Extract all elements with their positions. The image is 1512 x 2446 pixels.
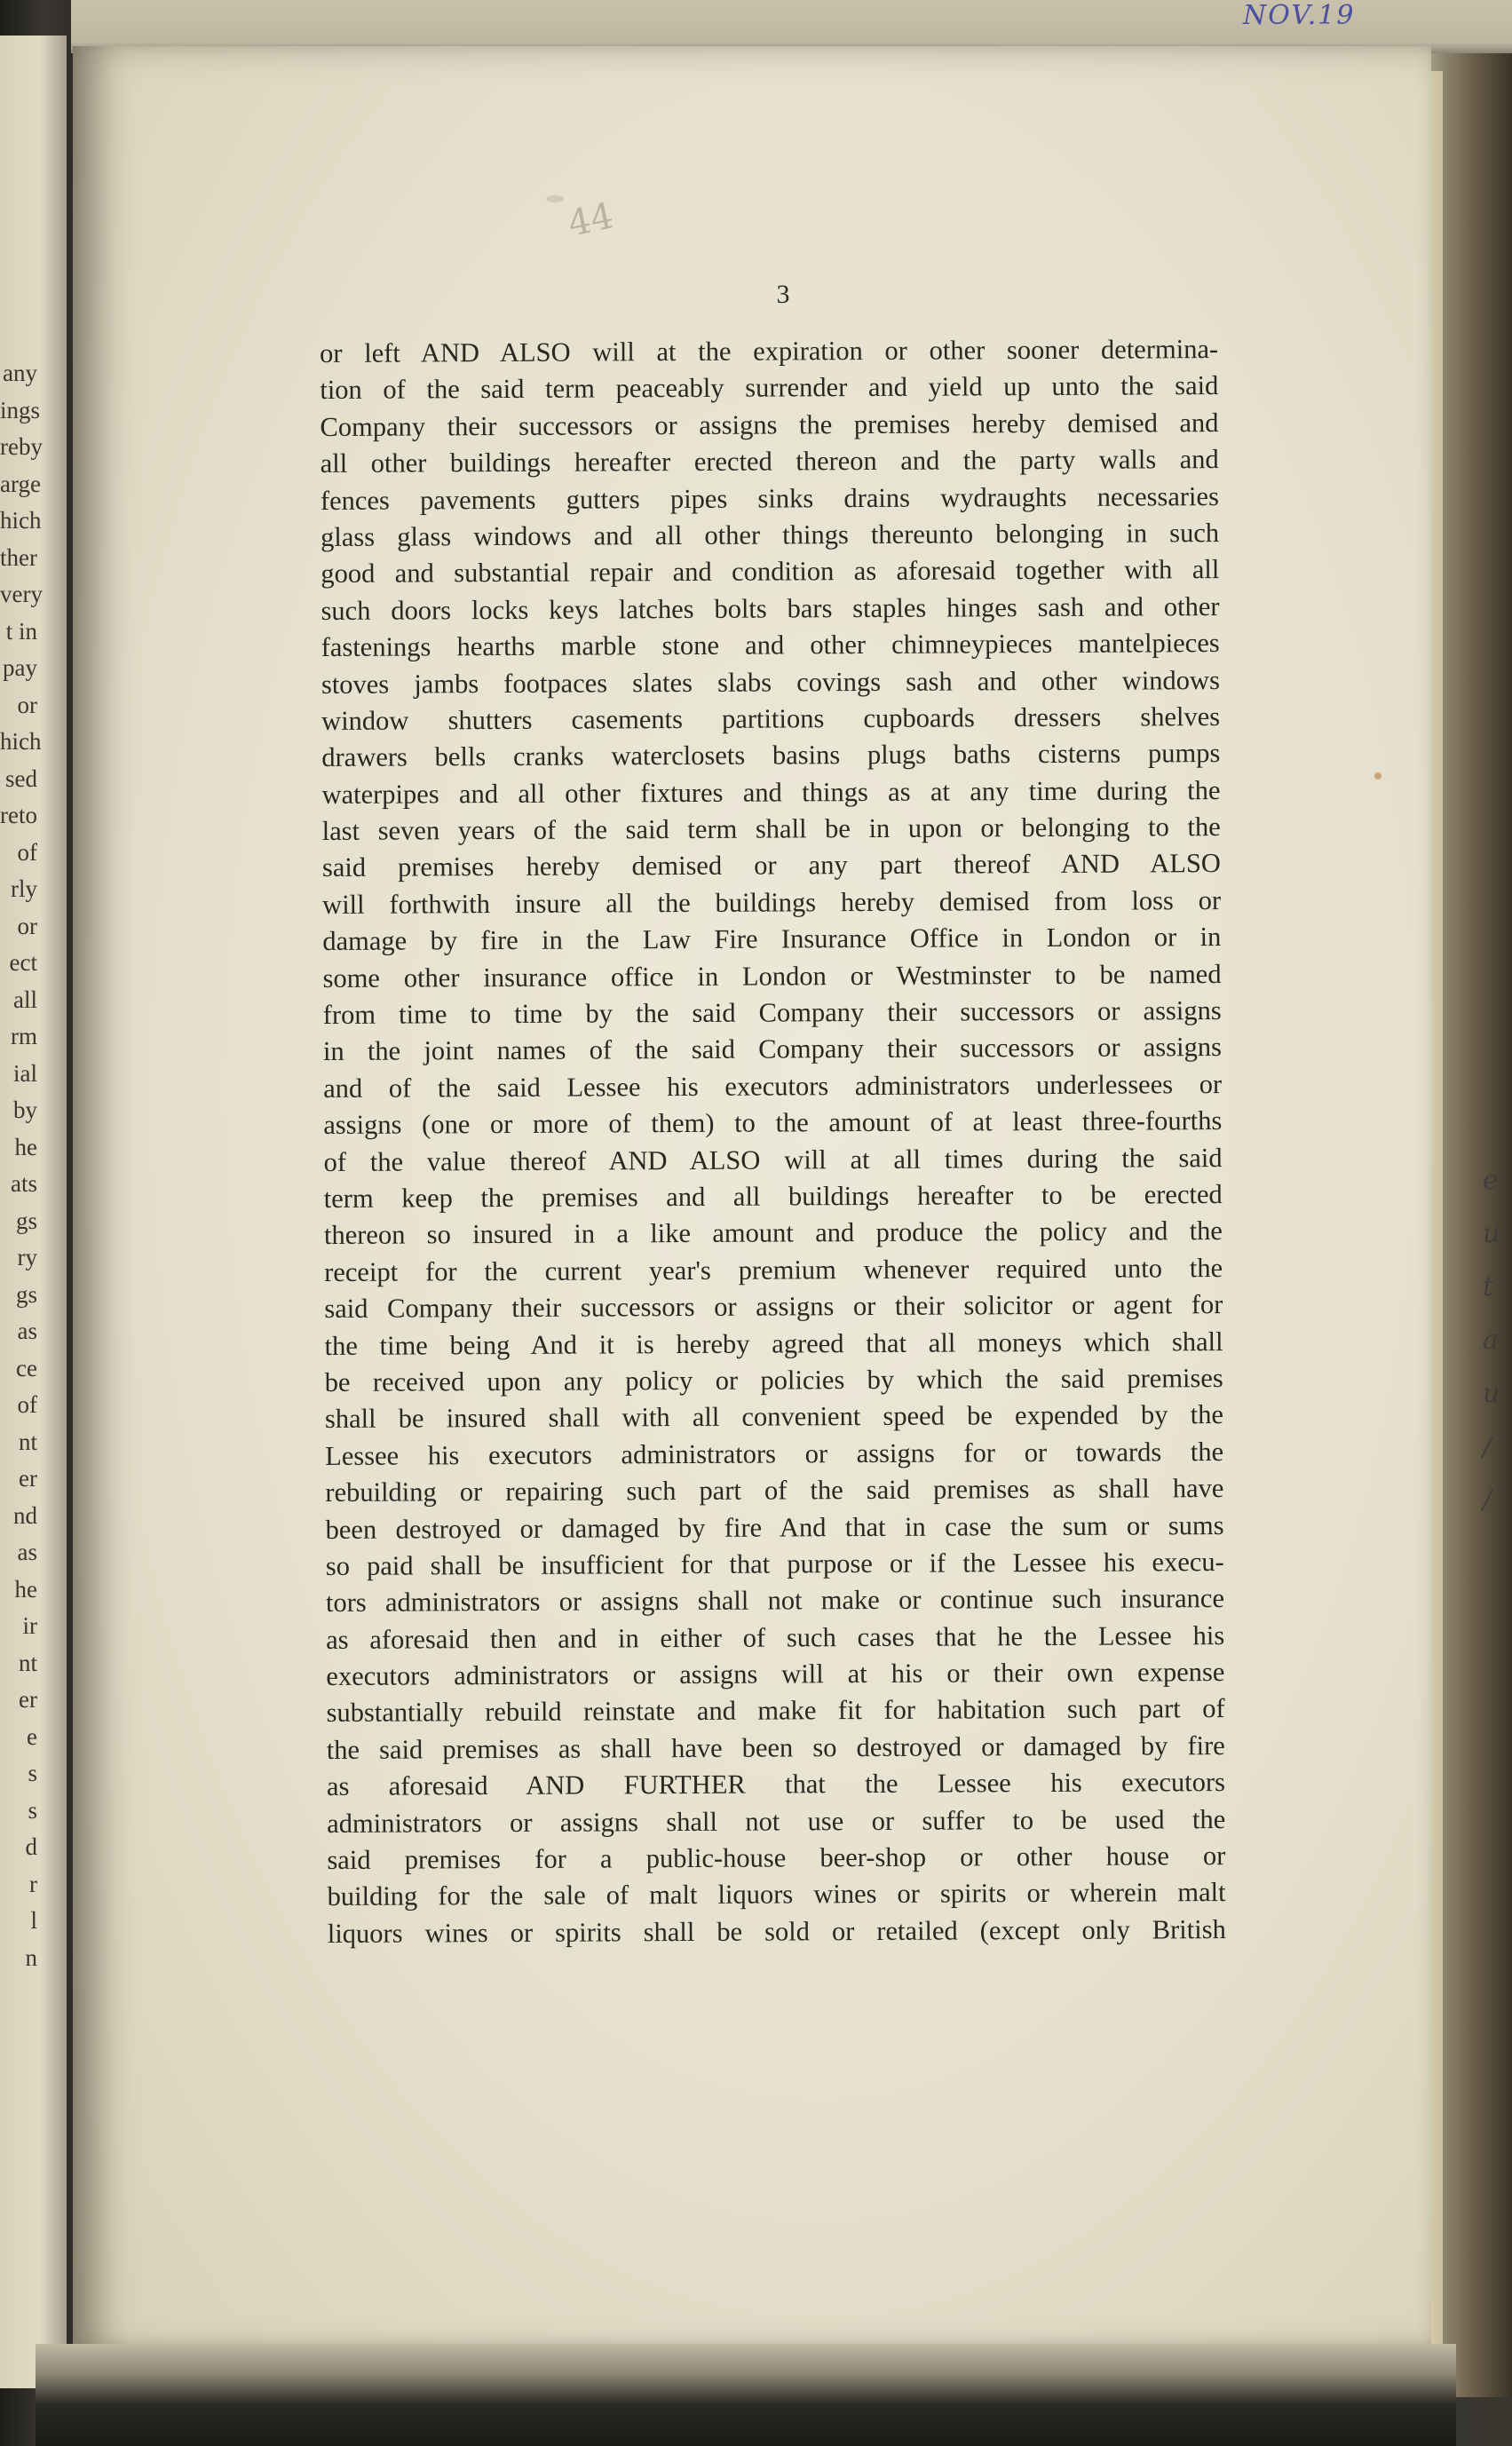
- text-line: good and substantial repair and condition as aforesaid together with all: [321, 554, 1220, 590]
- text-line: such doors locks keys latches bolts bars staples hinges sash and other: [321, 590, 1220, 626]
- text-line: or left AND ALSO will at the expiration or other sooner determina-: [320, 334, 1219, 368]
- text-line: as aforesaid then and in either of such cases that he the Lessee his: [326, 1619, 1225, 1655]
- handwritten-mark: /: [1483, 1484, 1492, 1516]
- handwritten-marks: [1483, 1154, 1512, 1616]
- text-line: all other buildings hereafter erected thereon and the party walls and: [320, 444, 1219, 479]
- previous-page-fragment: nd: [13, 1501, 37, 1529]
- previous-page-fragment: all: [13, 986, 37, 1013]
- text-line: Company their successors or assigns the premises hereby demised and: [320, 407, 1219, 442]
- previous-page-fragment: ce: [16, 1354, 37, 1381]
- previous-page-fragment: ry: [17, 1244, 37, 1270]
- text-line: fastenings hearths marble stone and other chimneypieces mantelpieces: [321, 628, 1220, 663]
- previous-page-edge: [0, 36, 67, 2388]
- text-line: some other insurance office in London or Westminster to be named: [322, 958, 1222, 993]
- handwritten-mark: a: [1483, 1325, 1499, 1356]
- previous-page-fragment: of: [17, 838, 37, 866]
- text-line: administrators or assigns shall not use or suffer to be used the: [327, 1803, 1226, 1839]
- previous-page-fragment: l: [30, 1907, 37, 1934]
- previous-page-fragment: rm: [11, 1023, 37, 1049]
- handwritten-mark: t: [1483, 1271, 1494, 1302]
- previous-page-fragment: gs: [15, 1207, 37, 1234]
- previous-page-fragment: er: [19, 1465, 37, 1492]
- text-line: tors administrators or assigns shall not make or continue such insurance: [325, 1583, 1225, 1619]
- text-line: said premises hereby demised or any part thereof AND ALSO: [321, 848, 1222, 883]
- document-body-text: [320, 331, 1226, 1952]
- text-line: Lessee his executors administrators or assigns for or towards the: [325, 1436, 1224, 1471]
- text-line: and of the said Lessee his executors administrators underlessees or: [323, 1068, 1223, 1104]
- previous-page-fragment: sed: [5, 764, 37, 792]
- text-line: fences pavements gutters pipes sinks drains wydraughts necessaries: [320, 480, 1219, 516]
- text-line: the time being And it is hereby agreed that all moneys which shall: [324, 1326, 1223, 1361]
- text-line: building for the sale of malt liquors wines or spirits or wherein malt: [327, 1877, 1226, 1912]
- text-line: rebuilding or repairing such part of the said premises as shall have: [325, 1473, 1224, 1508]
- text-line: as aforesaid AND FURTHER that the Lessee his executors: [326, 1767, 1226, 1802]
- text-line: tion of the said term peaceably surrender and yield up unto the said: [320, 370, 1219, 406]
- previous-page-fragment: rly: [11, 875, 37, 902]
- previous-page-fragment: hich: [0, 507, 42, 534]
- previous-page-fragment: s: [28, 1760, 37, 1786]
- previous-page-fragment: nt: [18, 1649, 37, 1676]
- previous-page-fragment: or: [17, 691, 37, 718]
- text-line: liquors wines or spirits shall be sold or retailed (except only British: [327, 1913, 1226, 1949]
- previous-page-fragment: ial: [13, 1059, 37, 1087]
- text-line: term keep the premises and all buildings hereafter to be erected: [323, 1179, 1223, 1214]
- handwritten-mark: e: [1483, 1165, 1499, 1196]
- page-smudge: [546, 195, 564, 202]
- previous-page-fragment: ings: [0, 396, 41, 423]
- text-line: from time to time by the said Company their successors or assigns: [322, 995, 1222, 1031]
- text-line: thereon so insured in a like amount and produce the policy and the: [323, 1215, 1223, 1251]
- previous-page-fragment: arge: [0, 470, 41, 497]
- previous-page-fragment: as: [17, 1539, 37, 1565]
- previous-page-fragment: nt: [18, 1428, 37, 1455]
- page-spot: [1374, 772, 1381, 780]
- text-line: glass glass windows and all other things thereunto belonging in such: [321, 518, 1220, 552]
- previous-page-text: [0, 355, 43, 1976]
- text-line: substantially rebuild reinstate and make fit for habitation such part of: [326, 1693, 1225, 1729]
- previous-page-fragment: er: [19, 1686, 37, 1713]
- previous-page-fragment: he: [14, 1133, 37, 1160]
- text-line: said Company their successors or assigns or their solicitor or agent for: [324, 1289, 1223, 1325]
- text-line: said premises for a public-house beer-shop or other house or: [327, 1840, 1226, 1875]
- previous-page-fragment: ther: [0, 543, 37, 571]
- text-line: will forthwith insure all the buildings hereby demised from loss or: [322, 884, 1222, 920]
- previous-page-fragment: t in: [5, 617, 37, 645]
- previous-page-fragment: e: [27, 1722, 37, 1750]
- text-line: shall be insured shall with all convenient speed be expended by the: [324, 1399, 1224, 1435]
- handwritten-mark: u: [1483, 1378, 1500, 1409]
- date-stamp: NOV.19: [1243, 0, 1356, 31]
- text-line: been destroyed or damaged by fire And that in case the sum or sums: [325, 1509, 1224, 1545]
- handwritten-mark: /: [1483, 1431, 1492, 1462]
- faint-pencil-mark: 44: [564, 195, 618, 245]
- text-line: drawers bells cranks waterclosets basins plugs baths cisterns pumps: [321, 738, 1221, 773]
- previous-page-fragment: r: [29, 1870, 37, 1897]
- previous-page-fragment: of: [17, 1391, 37, 1418]
- text-line: so paid shall be insufficient for that purpose or if the Lessee his execu-: [325, 1546, 1224, 1581]
- previous-page-fragment: d: [25, 1833, 37, 1860]
- previous-page-fragment: very: [0, 581, 43, 607]
- page-number: 3: [776, 280, 790, 309]
- text-line: last seven years of the said term shall be in upon or belonging to the: [321, 811, 1221, 847]
- bottom-page-edge: [36, 2344, 1456, 2446]
- previous-page-fragment: hich: [0, 728, 42, 755]
- text-line: receipt for the current year's premium whenever required unto the: [324, 1252, 1223, 1287]
- previous-page-fragment: ect: [9, 949, 37, 976]
- handwritten-mark: u: [1483, 1218, 1500, 1249]
- text-line: be received upon any policy or policies by which the said premises: [324, 1362, 1223, 1397]
- text-line: waterpipes and all other fixtures and things as at any time during the: [321, 774, 1221, 810]
- text-line: executors administrators or assigns will at his or their own expense: [326, 1657, 1225, 1692]
- text-line: in the joint names of the said Company their successors or assigns: [322, 1032, 1223, 1067]
- previous-page-fragment: reby: [0, 433, 43, 460]
- text-line: damage by fire in the Law Fire Insurance Office in London or in: [322, 922, 1222, 957]
- previous-page-fragment: pay: [3, 654, 37, 681]
- text-line: window shutters casements partitions cupboards dressers shelves: [321, 701, 1221, 736]
- previous-page-fragment: n: [25, 1943, 37, 1971]
- previous-page-fragment: gs: [15, 1280, 37, 1308]
- text-line: assigns (one or more of them) to the amount of at least three-fourths: [323, 1105, 1223, 1141]
- previous-page-fragment: by: [13, 1096, 37, 1123]
- previous-page-fragment: reto: [0, 802, 37, 828]
- text-line: of the value thereof AND ALSO will at all times during the said: [323, 1142, 1223, 1177]
- previous-page-fragment: s: [28, 1796, 37, 1824]
- previous-page-fragment: or: [17, 912, 37, 939]
- previous-page-fragment: ir: [22, 1612, 37, 1639]
- previous-page-fragment: he: [14, 1575, 37, 1603]
- previous-page-fragment: any: [3, 360, 37, 386]
- text-line: stoves jambs footpaces slates slabs covings sash and other windows: [321, 664, 1220, 700]
- previous-page-fragment: as: [17, 1318, 37, 1344]
- text-line: the said premises as shall have been so destroyed or damaged by fire: [326, 1730, 1225, 1765]
- previous-page-fragment: ats: [11, 1170, 37, 1197]
